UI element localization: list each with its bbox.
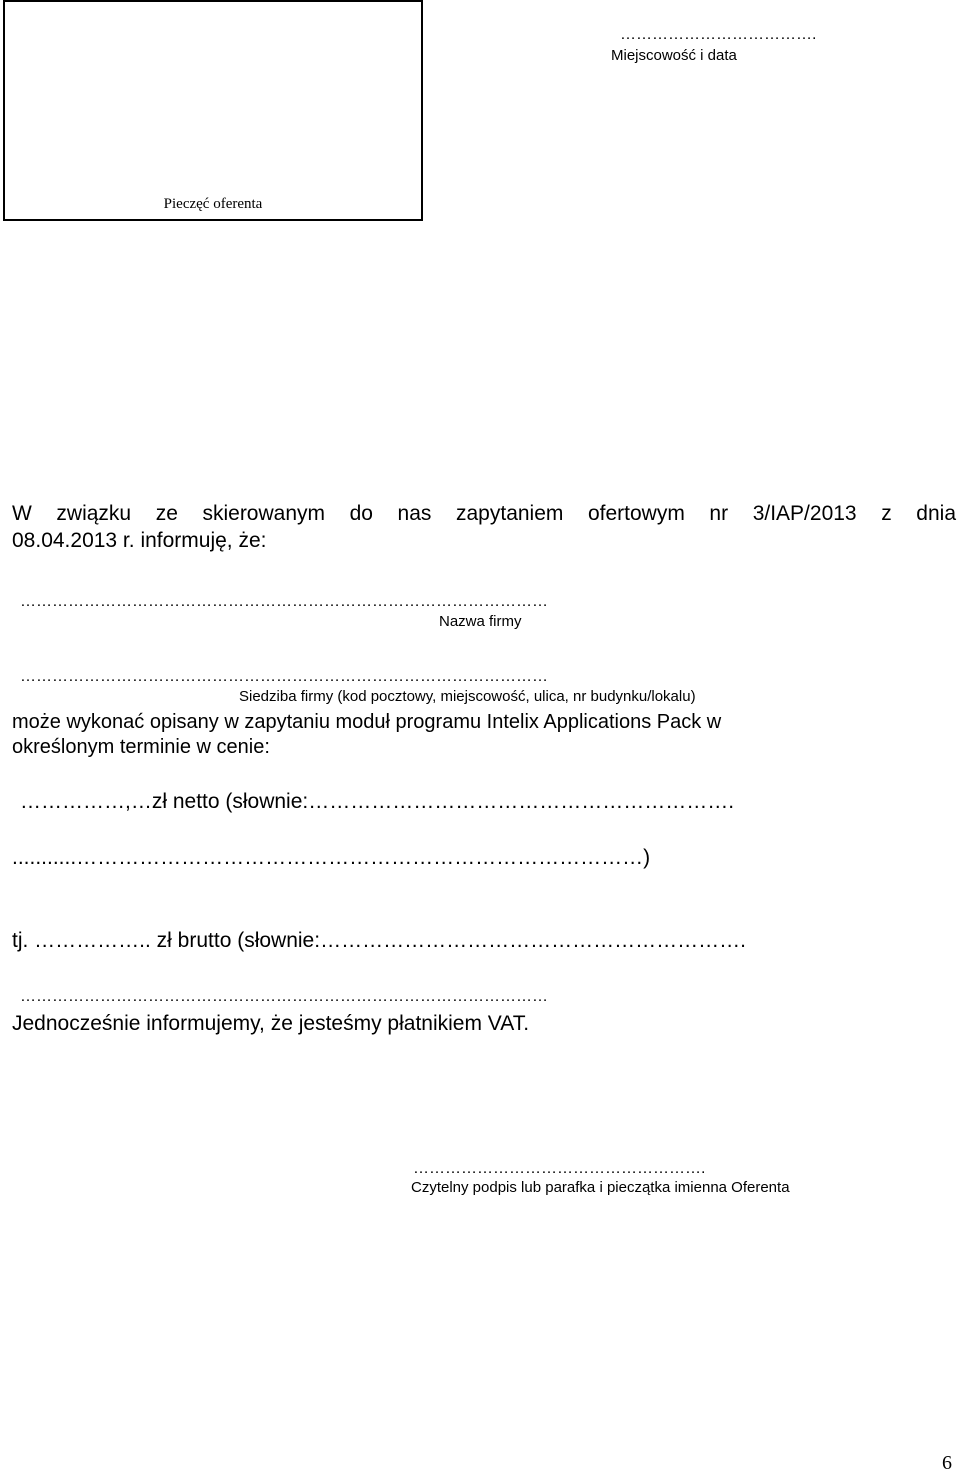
offer-line-1: może wykonać opisany w zapytaniu moduł programu Intelix Applications Pack w: [12, 711, 722, 733]
offer-line-2: określonym terminie w cenie:: [12, 736, 270, 758]
company-stamp-box: [3, 0, 423, 221]
place-date-label: Miejscowość i data: [611, 47, 737, 64]
company-name-dots: ………………………………………………………………………………………: [20, 593, 548, 610]
place-date-dots: ……………………………….: [620, 26, 817, 43]
company-name-label: Nazwa firmy: [439, 613, 522, 630]
company-address-dots: ………………………………………………………………………………………: [20, 668, 548, 685]
stamp-label: Pieczęć oferenta: [163, 196, 263, 212]
signature-dots: ……………………………………………….: [413, 1160, 706, 1177]
price-brutto-line: tj. …………….. zł brutto (słownie:…………………………………………………….: [12, 929, 746, 952]
intro-line-1: W związku ze skierowanym do nas zapytaniem ofertowym nr 3/IAP/2013 z dnia: [12, 502, 956, 525]
price-netto-words-continued: ...........………………………………………………………………………): [12, 846, 651, 869]
vat-statement: Jednocześnie informujemy, że jesteśmy płatnikiem VAT.: [12, 1012, 530, 1035]
price-netto-line: ……………,…zł netto (słownie:…………………………………………………….: [20, 790, 735, 813]
company-address-label: Siedziba firmy (kod pocztowy, miejscowość, ulica, nr budynku/lokalu): [239, 688, 696, 705]
signature-label: Czytelny podpis lub parafka i pieczątka imienna Oferenta: [411, 1179, 790, 1196]
page-number: 6: [942, 1452, 952, 1474]
price-brutto-words-continued: ………………………………………………………………………………………: [20, 988, 548, 1005]
intro-line-2: 08.04.2013 r. informuję, że:: [12, 529, 267, 552]
